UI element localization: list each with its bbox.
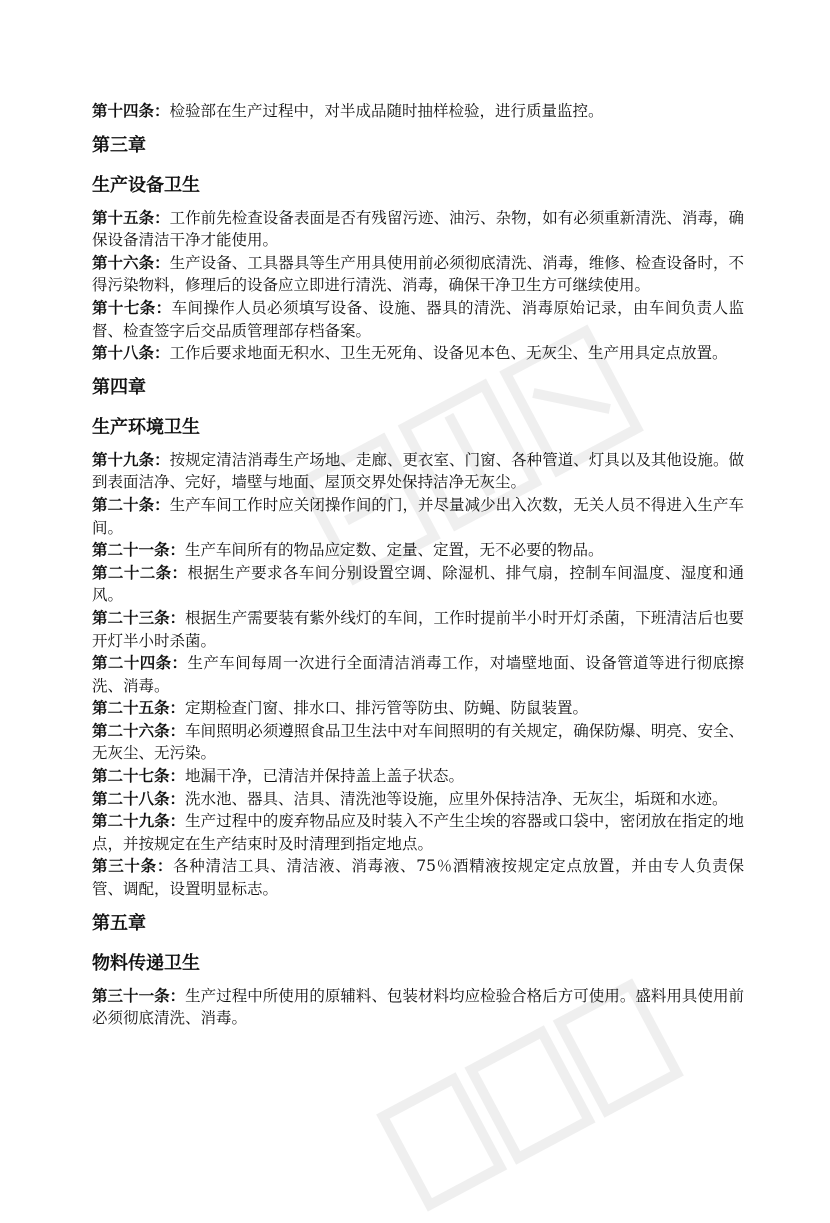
clause-number: 第二十九条： <box>92 812 186 831</box>
clause-text: 生产过程中的废弃物品应及时装入不产生尘埃的容器或口袋中，密闭放在指定的地点，并按规定在生产结束时及时清理到指定地点。 <box>92 812 744 853</box>
clause-number: 第二十六条： <box>92 721 186 740</box>
clause-number: 第三十一条： <box>92 986 186 1005</box>
clause-text: 生产车间每周一次进行全面清洁消毒工作，对墙壁地面、设备管道等进行彻底擦洗、消毒。 <box>92 654 744 695</box>
chapter-4-heading: 第四章 <box>92 376 146 398</box>
clause-text: 生产车间所有的物品应定数、定量、定置，无不必要的物品。 <box>185 541 604 560</box>
clause-23 <box>92 607 744 652</box>
clause-number: 第十四条： <box>92 102 170 120</box>
clause-text: 各种清洁工具、清洁液、消毒液、75％酒精液按规定定点放置，并由专人负责保管、调配，设置明显标志。 <box>92 857 744 899</box>
chapter-3-title: 生产设备卫生 <box>92 174 200 196</box>
chapter-5-heading: 第五章 <box>92 912 146 934</box>
clause-26 <box>92 720 744 765</box>
clause-24 <box>92 652 744 697</box>
clause-22 <box>92 562 744 607</box>
clause-25 <box>92 697 744 720</box>
clause-text: 生产过程中所使用的原辅料、包装材料均应检验合格后方可使用。盛料用具使用前必须彻底清洗、消毒。 <box>92 986 744 1028</box>
clause-17 <box>92 297 744 342</box>
chapter-3-heading: 第三章 <box>92 134 146 156</box>
clause-text: 生产设备、工具器具等生产用具使用前必须彻底清洗、消毒，维修、检查设备时，不得污染物料，修理后的设备应立即进行清洗、消毒，确保干净卫生方可继续使用。 <box>92 253 744 295</box>
clause-15 <box>92 207 744 252</box>
clause-29 <box>92 810 744 855</box>
clause-text: 车间操作人员必须填写设备、设施、器具的清洗、消毒原始记录，由车间负责人监督、检查签字后交品质管理部存档备案。 <box>92 298 744 340</box>
clause-number: 第十六条： <box>92 253 170 272</box>
clause-text: 检验部在生产过程中，对半成品随时抽样检验，进行质量监控。 <box>169 102 604 120</box>
clause-number: 第二十三条： <box>92 608 186 627</box>
clause-number: 第十五条： <box>92 208 170 227</box>
clause-31 <box>92 985 744 1030</box>
clause-text: 根据生产需要装有紫外线灯的车间，工作时提前半小时开灯杀菌，下班清洁后也要开灯半小时杀菌。 <box>92 608 744 650</box>
clause-20 <box>92 494 744 539</box>
clause-text: 工作后要求地面无积水、卫生无死角、设备见本色、无灰尘、生产用具定点放置。 <box>169 344 728 363</box>
clause-number: 第二十七条： <box>92 767 186 786</box>
clause-text: 地漏干净，已清洁并保持盖上盖子状态。 <box>185 767 465 786</box>
clause-16 <box>92 252 744 297</box>
clause-text: 生产车间工作时应关闭操作间的门，并尽量减少出入次数，无关人员不得进入生产车间。 <box>92 495 744 537</box>
clause-number: 第二十八条： <box>92 789 186 808</box>
clause-18 <box>92 342 744 365</box>
clause-19 <box>92 449 744 494</box>
clause-text: 车间照明必须遵照食品卫生法中对车间照明的有关规定，确保防爆、明亮、安全、无灰尘、无污染。 <box>92 721 744 763</box>
chapter-5-title: 物料传递卫生 <box>92 952 200 974</box>
chapter-4-title: 生产环境卫生 <box>92 416 200 438</box>
clause-21 <box>92 539 744 562</box>
clause-text: 根据生产要求各车间分别设置空调、除湿机、排气扇，控制车间温度、湿度和通风。 <box>92 563 744 605</box>
document-page <box>92 100 744 1030</box>
clause-28 <box>92 788 744 811</box>
clause-27 <box>92 765 744 788</box>
clause-number: 第三十条： <box>92 857 174 876</box>
clause-text: 工作前先检查设备表面是否有残留污迹、油污、杂物，如有必须重新清洗、消毒，确保设备清洁干净才能使用。 <box>92 208 744 250</box>
clause-number: 第二十四条： <box>92 654 188 673</box>
clause-number: 第二十一条： <box>92 541 186 560</box>
clause-number: 第十七条： <box>92 298 172 317</box>
clause-text: 定期检查门窗、排水口、排污管等防虫、防蝇、防鼠装置。 <box>185 699 589 718</box>
clause-text: 洗水池、器具、洁具、清洗池等设施，应里外保持洁净、无灰尘，垢斑和水迹。 <box>185 789 728 808</box>
clause-14 <box>92 100 744 123</box>
clause-number: 第二十五条： <box>92 699 186 718</box>
clause-number: 第二十二条： <box>92 563 188 582</box>
clause-30 <box>92 855 744 900</box>
clause-number: 第十八条： <box>92 344 170 363</box>
clause-number: 第二十条： <box>92 495 170 514</box>
clause-number: 第十九条： <box>92 450 170 469</box>
clause-text: 按规定清洁消毒生产场地、走廊、更衣室、门窗、各种管道、灯具以及其他设施。做到表面洁净、完好，墙壁与地面、屋顶交界处保持洁净无灰尘。 <box>92 450 744 492</box>
